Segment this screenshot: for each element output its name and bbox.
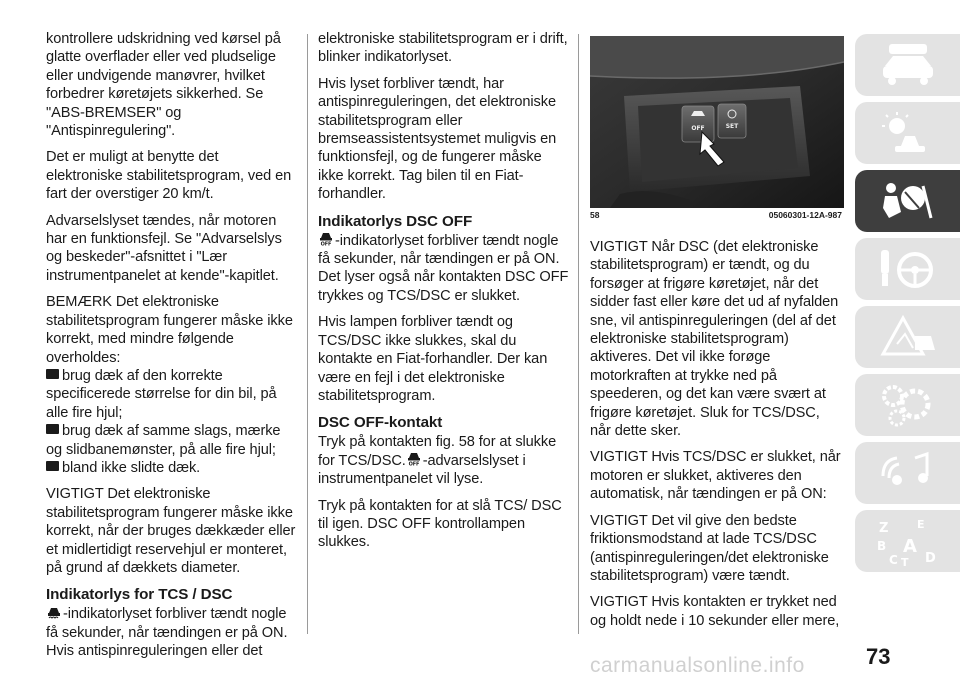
dsc-off-warning-icon (406, 452, 422, 466)
chapter-tab-index[interactable] (855, 510, 960, 572)
paragraph (318, 232, 570, 306)
chapter-tab-safety[interactable] (855, 170, 960, 232)
text-column-3 (590, 238, 842, 638)
paragraph: Det er muligt at benytte det elektroniske stabilitetsprogram, ved en fart der overstiger 20 km/t. (46, 149, 292, 203)
column-divider (307, 34, 308, 634)
paragraph: VIGTIGT Når DSC (det elektroniske stabilitetsprogram) er tændt, og du forsøger at frigøre køretøjet, når det sidder fast eller køre det ud af nyfalden sne, vil antispinreguleringen (del af det elektroniske stabilitetsprogram) aktiveres. Det vil ikke forøge motorkraften at trykke ned på speederen, og det kan være svært at frigøre køretøjet. Sluk for TCS/DSC, når dette sker. (590, 239, 839, 440)
list-item-text: bland ikke slidte dæk. (62, 459, 201, 476)
airbag-safety-icon (875, 178, 941, 224)
paragraph (318, 433, 570, 488)
chapter-tab-dashboard[interactable] (855, 34, 960, 96)
dsc-switch-photo (590, 36, 844, 208)
chapter-tab-emergency[interactable] (855, 306, 960, 368)
chapter-tab-maintenance[interactable] (855, 374, 960, 436)
roadside-emergency-icon (875, 314, 941, 360)
index-letter: B (877, 539, 887, 553)
bullet-icon (46, 369, 59, 379)
paragraph (46, 293, 298, 367)
bullet-icon (46, 424, 59, 434)
button-label: OFF (691, 125, 705, 132)
paragraph-text: -advarselslyset i instrumentpanelet vil lyse. (318, 452, 526, 488)
index-letter: C (889, 553, 898, 567)
paragraph-text: BEMÆRK Det elektroniske stabilitetsprogram fungerer måske ikke korrekt, med mindre følgende overholdes: (46, 294, 293, 366)
paragraph: VIGTIGT Hvis TCS/DSC er slukket, når motoren er slukket, aktiveres den automatisk, når tændingen er på ON: (590, 449, 841, 503)
paragraph: Hvis lyset forbliver tændt, har antispinreguleringen, det elektroniske stabilitetsprogram eller bremseassistentsystemet muligvis en funktionsfejl, og de fungerer måske ikke korrekt. Tag bilen til en Fiat-forhandler. (318, 75, 557, 203)
svg-text:OFF: OFF (320, 241, 332, 246)
chapter-tab-warning-lights[interactable] (855, 102, 960, 164)
svg-text:OFF: OFF (408, 461, 420, 466)
page-number: 73 (866, 644, 891, 669)
paragraph: Tryk på kontakten for at slå TCS/ DSC til igen. DSC OFF kontrollampen slukkes. (318, 497, 562, 551)
paragraph-text: -indikatorlyset forbliver tændt nogle få sekunder, når tændingen er på ON. Det lyser også når kontakten DSC OFF trykkes og TCS/DSC er slukket. (318, 232, 569, 304)
paragraph-text: Tryk på kontakten fig. 58 for at slukke for TCS/DSC. (318, 434, 557, 469)
tcs-dsc-indicator-icon (46, 605, 62, 619)
warning-lights-icon (875, 110, 941, 156)
paragraph (46, 605, 298, 660)
paragraph: Hvis lampen forbliver tændt og TCS/DSC ikke slukkes, skal du kontakte en Fiat-forhandler. Der kan være en fejl i det elektroniske stabilitetsprogram. (318, 314, 548, 404)
list-item (46, 367, 298, 422)
chapter-tab-starting-driving[interactable] (855, 238, 960, 300)
chapter-sidebar (855, 34, 960, 634)
multimedia-icon (875, 450, 941, 496)
list-item-text: brug dæk af samme slags, mærke og slidbanemønster, på alle fire hjul; (46, 423, 281, 458)
watermark[interactable]: carmanualsonline.info (590, 654, 805, 677)
dsc-off-indicator-icon (318, 232, 334, 246)
section-heading: Indikatorlys DSC OFF (318, 212, 473, 230)
text-column-1 (46, 30, 298, 669)
maintenance-gears-icon (875, 382, 941, 428)
figure-dsc-off-switch (590, 36, 844, 208)
paragraph: VIGTIGT Det vil give den bedste friktionsmodstand at lade TCS/DSC (antispinreguleringen/det elektroniske stabilitetsprogram) være tændt. (590, 512, 829, 584)
paragraph-text: -indikatorlyset forbliver tændt nogle få sekunder, når tændingen er på ON. Hvis antispinreguleringen eller det (46, 606, 288, 660)
list-item-text: brug dæk af den korrekte specificerede størrelse for din bil, på alle fire hjul; (46, 367, 277, 421)
index-letter: T (901, 556, 909, 568)
section-heading: DSC OFF-kontakt (318, 414, 443, 432)
paragraph: elektroniske stabilitetsprogram er i drift, blinker indikatorlyset. (318, 31, 568, 66)
text-column-2 (318, 30, 570, 560)
section-heading: Indikatorlys for TCS / DSC (46, 586, 233, 604)
paragraph: VIGTIGT Hvis kontakten er trykket ned og holdt nede i 10 sekunder eller mere, (590, 594, 840, 629)
index-letter: E (917, 518, 925, 531)
figure-caption (590, 210, 844, 224)
chapter-tab-multimedia[interactable] (855, 442, 960, 504)
column-divider (578, 34, 579, 634)
index-letter: Z (879, 521, 889, 536)
paragraph: VIGTIGT Det elektroniske stabilitetsprogram fungerer måske ikke korrekt, når der bruges dækkæder eller et midlertidigt reservehjul er monteret, på grund af dækkets diameter. (46, 486, 296, 576)
index-letter: D (925, 551, 936, 566)
figure-number: 58 (590, 210, 600, 220)
paragraph: kontrollere udskridning ved kørsel på glatte overflader eller ved pludselige eller undvigende manøvrer, hvilket forbedrer køretøjets sikkerhed. Se "ABS-BREMSER" og "Antispinregulering". (46, 31, 281, 140)
key-steering-wheel-icon (875, 246, 941, 292)
paragraph: Advarselslyset tændes, når motoren har en funktionsfejl. Se "Advarselslys og beskeder"-afsnittet i "Lær instrumentpanelet at kende"-kapitlet. (46, 212, 282, 284)
button-label: SET (725, 123, 739, 130)
index-letters-icon (875, 518, 945, 568)
figure-code: 05060301-12A-987 (768, 210, 842, 220)
car-dashboard-icon (875, 42, 941, 88)
index-letter: A (903, 536, 917, 557)
list-item (46, 422, 298, 459)
bullet-list (46, 367, 298, 477)
list-item (46, 459, 298, 477)
bullet-icon (46, 461, 59, 471)
